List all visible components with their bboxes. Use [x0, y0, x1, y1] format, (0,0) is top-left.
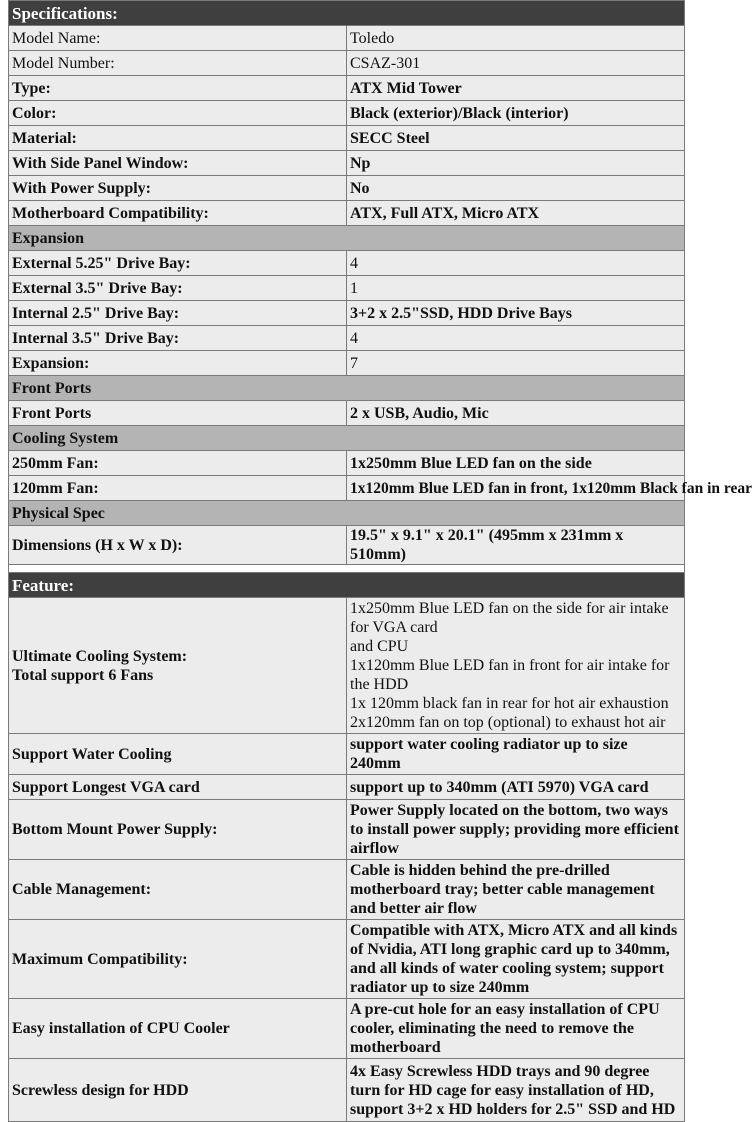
feature-value: Cable is hidden behind the pre-drilled motherboard tray; better cable management and better air flow	[347, 860, 685, 920]
feature-value-line: 1x 120mm black fan in rear for hot air exhaustion	[350, 695, 669, 712]
expansion-heading: Expansion	[9, 226, 685, 251]
feature-value: Power Supply located on the bottom, two ways to install power supply; providing more efficient airflow	[347, 800, 685, 860]
feature-value-line: 2x120mm fan on top (optional) to exhaust hot air	[350, 714, 666, 731]
spec-value: Black (exterior)/Black (interior)	[347, 101, 685, 126]
feature-row-compatibility	[9, 920, 685, 999]
spec-value: SECC Steel	[347, 126, 685, 151]
spec-row-250mm-fan	[9, 451, 685, 476]
spec-value: 2 x USB, Audio, Mic	[347, 401, 685, 426]
feature-value-line: and CPU	[350, 638, 409, 655]
feature-value: support water cooling radiator up to size 240mm	[347, 734, 685, 775]
spec-row-type	[9, 76, 685, 101]
spec-row-int-25	[9, 301, 685, 326]
spec-row-expansion-slots	[9, 351, 685, 376]
spec-label: Type:	[9, 76, 347, 101]
spec-value: 7	[347, 351, 685, 376]
front-ports-heading: Front Ports	[9, 376, 685, 401]
spec-row-power-supply	[9, 176, 685, 201]
spec-label: Model Name:	[9, 26, 347, 51]
spec-label: Expansion:	[9, 351, 347, 376]
spec-value: Np	[347, 151, 685, 176]
feature-value	[347, 598, 685, 734]
feature-label: Maximum Compatibility:	[9, 920, 347, 999]
spec-value: 4	[347, 251, 685, 276]
spec-value: ATX Mid Tower	[347, 76, 685, 101]
spec-label: With Power Supply:	[9, 176, 347, 201]
spec-label: Dimensions (H x W x D):	[9, 526, 347, 565]
table-spacer	[8, 565, 685, 572]
spec-row-motherboard	[9, 201, 685, 226]
feature-row-cooling	[9, 598, 685, 734]
spec-label: Color:	[9, 101, 347, 126]
spec-value: 4	[347, 326, 685, 351]
features-table	[8, 572, 685, 1122]
spec-value: 3+2 x 2.5"SSD, HDD Drive Bays	[347, 301, 685, 326]
cooling-system-heading: Cooling System	[9, 426, 685, 451]
spec-sheet	[8, 0, 752, 1122]
spec-row-model-number	[9, 51, 685, 76]
spec-label: Motherboard Compatibility:	[9, 201, 347, 226]
spec-label: Front Ports	[9, 401, 347, 426]
spec-label: Model Number:	[9, 51, 347, 76]
feature-label	[9, 598, 347, 734]
spec-label: Internal 2.5" Drive Bay:	[9, 301, 347, 326]
feature-label: Bottom Mount Power Supply:	[9, 800, 347, 860]
feature-label: Cable Management:	[9, 860, 347, 920]
spec-row-120mm-fan	[9, 476, 685, 501]
spec-row-model-name	[9, 26, 685, 51]
feature-label-line: Total support 6 Fans	[12, 666, 154, 684]
feature-label: Support Water Cooling	[9, 734, 347, 775]
spec-row-int-35	[9, 326, 685, 351]
spec-value: ATX, Full ATX, Micro ATX	[347, 201, 685, 226]
physical-spec-heading: Physical Spec	[9, 501, 685, 526]
feature-value: A pre-cut hole for an easy installation of CPU cooler, eliminating the need to remove the motherboard	[347, 999, 685, 1059]
feature-label: Screwless design for HDD	[9, 1059, 347, 1122]
spec-label: 250mm Fan:	[9, 451, 347, 476]
feature-value-line: 1x120mm Blue LED fan in front for air intake for the HDD	[350, 657, 670, 693]
spec-label: External 3.5" Drive Bay:	[9, 276, 347, 301]
spec-value: 1x250mm Blue LED fan on the side	[347, 451, 685, 476]
feature-row-bottom-psu	[9, 800, 685, 860]
spec-row-dimensions	[9, 526, 685, 565]
feature-value-line: 1x250mm Blue LED fan on the side for air intake for VGA card	[350, 600, 669, 636]
feature-label-line: Ultimate Cooling System:	[12, 647, 188, 665]
feature-row-vga	[9, 775, 685, 800]
feature-row-cable-management	[9, 860, 685, 920]
feature-label: Support Longest VGA card	[9, 775, 347, 800]
spec-label: With Side Panel Window:	[9, 151, 347, 176]
spec-row-ext-35	[9, 276, 685, 301]
spec-row-color	[9, 101, 685, 126]
spec-value: No	[347, 176, 685, 201]
spec-label: 120mm Fan:	[9, 476, 347, 501]
feature-row-screwless-hdd	[9, 1059, 685, 1122]
spec-row-front-ports	[9, 401, 685, 426]
spec-value: 19.5" x 9.1" x 20.1" (495mm x 231mm x 510mm)	[347, 526, 685, 565]
feature-row-cpu-cooler	[9, 999, 685, 1059]
spec-value: Toledo	[347, 26, 685, 51]
spec-row-material	[9, 126, 685, 151]
spec-value: CSAZ-301	[347, 51, 685, 76]
spec-row-ext-525	[9, 251, 685, 276]
spec-value: 1x120mm Blue LED fan in front, 1x120mm Black fan in rear	[347, 476, 685, 501]
spec-row-side-panel-window	[9, 151, 685, 176]
feature-value: 4x Easy Screwless HDD trays and 90 degree turn for HD cage for easy installation of HD, support 3+2 x HD holders for 2.5" SSD and HD	[347, 1059, 685, 1122]
feature-label: Easy installation of CPU Cooler	[9, 999, 347, 1059]
feature-value: Compatible with ATX, Micro ATX and all kinds of Nvidia, ATI long graphic card up to 340mm, and all kinds of water cooling system; support radiator up to size 240mm	[347, 920, 685, 999]
spec-label: Material:	[9, 126, 347, 151]
spec-value: 1	[347, 276, 685, 301]
spec-label: External 5.25" Drive Bay:	[9, 251, 347, 276]
specifications-heading: Specifications:	[9, 1, 685, 26]
specifications-table	[8, 0, 752, 565]
spec-label: Internal 3.5" Drive Bay:	[9, 326, 347, 351]
feature-row-water-cooling	[9, 734, 685, 775]
feature-heading: Feature:	[9, 573, 685, 598]
feature-value: support up to 340mm (ATI 5970) VGA card	[347, 775, 685, 800]
